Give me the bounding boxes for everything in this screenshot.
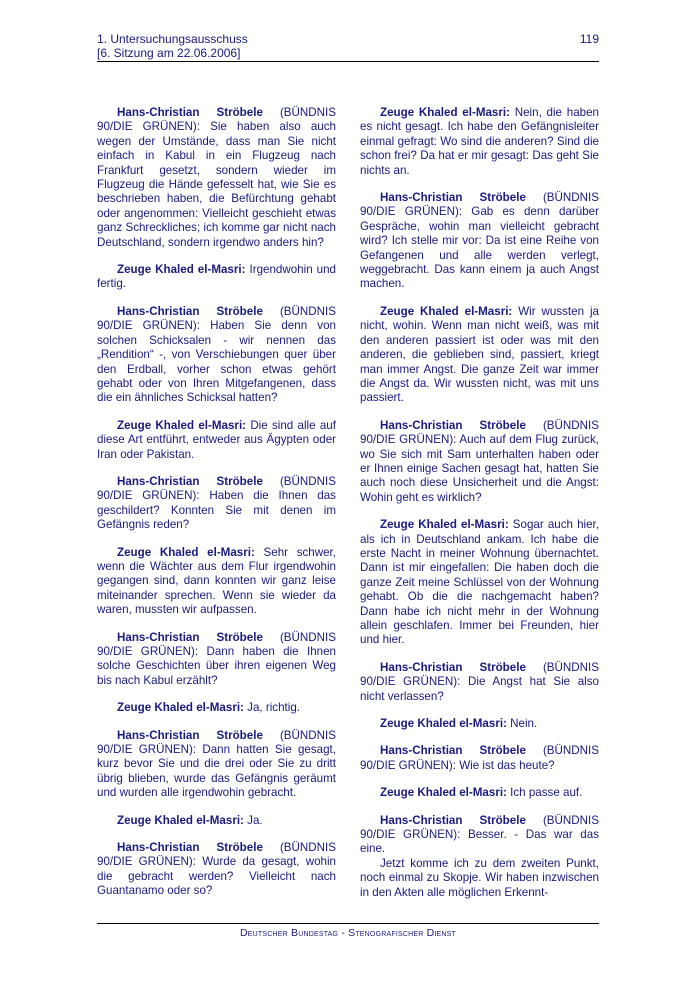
speech-text: Wurde da gesagt, wohin die gebracht werden? Vielleicht nach Guantanamo oder so? bbox=[97, 855, 336, 898]
speech-text: Nein, die haben es nicht gesagt. Ich habe den Gefängnisleiter einmal gefragt: Wo sind die anderen? Sind die schon frei? Da hat er mir gesagt: Das geht Sie nichts an. bbox=[360, 106, 599, 177]
speech-paragraph bbox=[97, 475, 336, 533]
page-header bbox=[97, 30, 599, 62]
speaker-name: Zeuge Khaled el-Masri: bbox=[117, 263, 246, 277]
speaker-party: (BÜNDNIS 90/DIE GRÜNEN): bbox=[97, 841, 336, 869]
speaker-name: Hans-Christian Ströbele bbox=[117, 630, 263, 644]
speaker-name: Hans-Christian Ströbele bbox=[380, 744, 526, 758]
speech-paragraph bbox=[360, 744, 599, 773]
speaker-name: Hans-Christian Ströbele bbox=[117, 474, 263, 488]
speech-paragraph bbox=[360, 786, 599, 800]
header-divider bbox=[97, 61, 599, 62]
speech-text: Sogar auch hier, als ich in Deutschland ankam. Ich habe die erste Nacht in meiner Wohnung übernachtet. Dann ist mir eingefallen: Die haben doch die ganze Zeit meine Schlüssel von der Wohnung gehabt. Ob die die nachgemacht haben? Dann habe ich nicht mehr in der Wohnung allein geschlafen. Immer bei Freunden, hier und hier. bbox=[360, 518, 599, 647]
speaker-party: (BÜNDNIS 90/DIE GRÜNEN): bbox=[97, 106, 336, 134]
speaker-name: Zeuge Khaled el-Masri: bbox=[380, 106, 510, 119]
speaker-party: (BÜNDNIS 90/DIE GRÜNEN): bbox=[360, 744, 599, 772]
speaker-party: (BÜNDNIS 90/DIE GRÜNEN): bbox=[97, 304, 336, 333]
speech-text: Besser. - Das war das eine. bbox=[360, 828, 599, 856]
page-number: 119 bbox=[579, 32, 599, 46]
speaker-name: Hans-Christian Ströbele bbox=[117, 841, 263, 855]
speech-text: Ja. bbox=[247, 813, 263, 827]
speaker-name: Hans-Christian Ströbele bbox=[380, 660, 526, 674]
speech-paragraph bbox=[97, 419, 336, 462]
speech-text: Dann hatten Sie gesagt, kurz bevor Sie und die drei oder Sie zu dritt übrig blieben, wurde das Gefängnis geräumt und wurden alle irgendwohin gebracht. bbox=[97, 743, 336, 800]
speaker-name: Zeuge Khaled el-Masri: bbox=[117, 701, 244, 715]
speech-text: Nein. bbox=[510, 717, 538, 731]
speech-text: Haben Sie denn von solchen Schicksalen - wir nennen das „Rendition“ -, von Verschiebungen quer über den Erdball, vorher schon etwas gehört gehabt oder von Ihren Mitgefangenen, dass die ein ähnliches Schicksal hatten? bbox=[97, 319, 336, 405]
speech-paragraph bbox=[360, 106, 599, 178]
speech-paragraph bbox=[360, 857, 599, 900]
speaker-name: Hans-Christian Ströbele bbox=[380, 191, 526, 205]
speech-paragraph bbox=[97, 546, 336, 618]
footer-divider bbox=[97, 923, 599, 924]
speech-text: Gab es denn darüber Gespräche, wohin man vielleicht gebracht wird? Ich stelle mir vor: Da ist eine Reihe von Gefangenen und alle werden verlegt, weggebracht. Das kann einem ja auch Angst machen. bbox=[360, 205, 599, 291]
speech-text: Ja, richtig. bbox=[247, 701, 300, 715]
session-date: [6. Sitzung am 22.06.2006] bbox=[97, 46, 241, 60]
speech-paragraph bbox=[360, 419, 599, 505]
committee-title: 1. Untersuchungsausschuss bbox=[97, 32, 248, 46]
page-footer: Deutscher Bundestag - Stenografischer Dienst bbox=[240, 927, 456, 939]
speech-paragraph bbox=[97, 631, 336, 689]
speaker-party: (BÜNDNIS 90/DIE GRÜNEN): bbox=[360, 191, 599, 219]
speech-paragraph bbox=[97, 305, 336, 406]
speaker-name: Hans-Christian Ströbele bbox=[380, 813, 526, 827]
speaker-name: Zeuge Khaled el-Masri: bbox=[380, 717, 507, 731]
speaker-name: Zeuge Khaled el-Masri: bbox=[117, 813, 244, 827]
speech-paragraph bbox=[97, 814, 336, 828]
speech-paragraph bbox=[360, 191, 599, 292]
speaker-name: Zeuge Khaled el-Masri: bbox=[380, 518, 509, 532]
speech-text: Auch auf dem Flug zurück, wo Sie sich mit Sam unterhalten haben oder er Ihnen einige Sachen gesagt hat, hatten Sie auch noch diese Unsicherheit und die Angst: Wohin geht es wirklich? bbox=[360, 433, 599, 504]
speaker-party: (BÜNDNIS 90/DIE GRÜNEN): bbox=[97, 728, 336, 757]
speaker-name: Hans-Christian Ströbele bbox=[117, 728, 263, 742]
speaker-name: Zeuge Khaled el-Masri: bbox=[380, 786, 507, 800]
speech-text: Dann haben die Ihnen solche Geschichten über ihren eigenen Weg bis nach Kabul erzählt? bbox=[97, 645, 336, 687]
speech-paragraph bbox=[360, 518, 599, 648]
speech-text: Irgendwohin und fertig. bbox=[97, 263, 336, 291]
speech-paragraph bbox=[97, 701, 336, 715]
speech-text: Sehr schwer, wenn die Wächter aus dem Flur irgendwohin gegangen sind, dann konnten wir ganz leise miteinander sprechen. Wenn sie wieder da waren, mussten wir aufpassen. bbox=[97, 545, 337, 617]
speaker-party: (BÜNDNIS 90/DIE GRÜNEN): bbox=[360, 660, 599, 689]
speaker-name: Zeuge Khaled el-Masri: bbox=[117, 418, 247, 432]
speech-text: Ich passe auf. bbox=[510, 786, 583, 800]
speaker-party: (BÜNDNIS 90/DIE GRÜNEN): bbox=[97, 474, 336, 503]
speech-text: Haben die Ihnen das geschildert? Konnten Sie mit denen im Gefängnis reden? bbox=[97, 489, 336, 532]
speech-text: Wir wussten ja nicht, wohin. Wenn man nicht weiß, was mit den anderen passiert ist oder was mit den anderen, die geblieben sind, passiert, kriegt man immer Angst. Die ganze Zeit war immer die Angst da. Wir wussten nicht, was mit uns passiert. bbox=[360, 304, 599, 405]
speaker-name: Hans-Christian Ströbele bbox=[117, 304, 263, 318]
speech-text: Sie haben also auch wegen der Umstände, dass man Sie nicht einfach in Kabul in ein Flugzeug nach Frankfurt gesetzt, sondern wieder im Flugzeug die Hände gefesselt hat, wie Sie es beschrieben haben, die Befürchtung gehabt oder angenommen: Vielleicht geschieht etwas ganz Schreckliches; ich komme gar nicht nach Deutschland, sondern irgendwo anders hin? bbox=[97, 120, 336, 249]
speaker-name: Hans-Christian Ströbele bbox=[380, 418, 526, 432]
speaker-party: (BÜNDNIS 90/DIE GRÜNEN): bbox=[360, 418, 599, 447]
right-column bbox=[360, 106, 599, 913]
speech-text: Wie ist das heute? bbox=[459, 758, 555, 772]
speech-text: Die Angst hat Sie also nicht verlassen? bbox=[360, 675, 599, 703]
speech-paragraph bbox=[97, 263, 336, 292]
speech-paragraph bbox=[97, 106, 336, 250]
speaker-name: Hans-Christian Ströbele bbox=[117, 106, 263, 119]
speaker-name: Zeuge Khaled el-Masri: bbox=[117, 545, 255, 559]
left-column bbox=[97, 106, 336, 912]
speech-paragraph bbox=[360, 717, 599, 731]
speaker-name: Zeuge Khaled el-Masri: bbox=[380, 304, 513, 318]
speech-paragraph bbox=[360, 305, 599, 406]
speech-paragraph bbox=[360, 814, 599, 857]
speech-text: Die sind alle auf diese Art entführt, entweder aus Ägypten oder Iran oder Pakistan. bbox=[97, 418, 336, 461]
speech-paragraph bbox=[97, 729, 336, 801]
speech-paragraph bbox=[360, 661, 599, 704]
speaker-party: (BÜNDNIS 90/DIE GRÜNEN): bbox=[360, 813, 599, 842]
speaker-party: (BÜNDNIS 90/DIE GRÜNEN): bbox=[97, 630, 336, 658]
speech-paragraph bbox=[97, 841, 336, 899]
speech-text: Jetzt komme ich zu dem zweiten Punkt, noch einmal zu Skopje. Wir haben inzwischen in den Akten alle möglichen Erkennt- bbox=[360, 856, 599, 899]
